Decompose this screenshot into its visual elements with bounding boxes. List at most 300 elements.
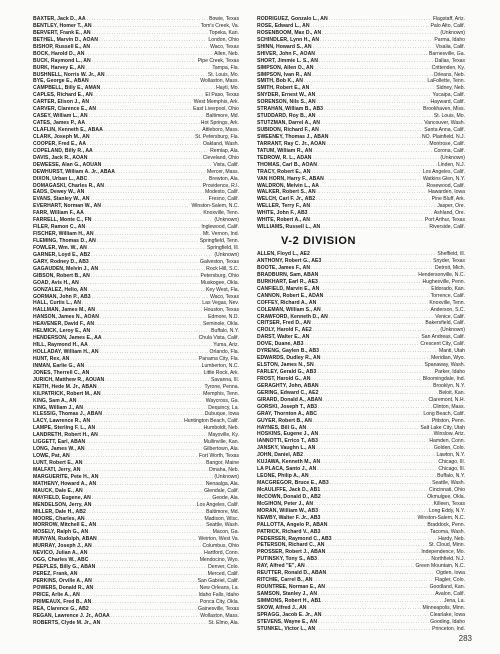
crew-name: EADS, Dewey W., AN <box>33 189 85 196</box>
hometown: Green Mountain, N.C. <box>415 563 465 570</box>
hometown: Bowie, Texas <box>209 16 239 22</box>
crew-name: PEEPLES, Billy G., ABAN <box>33 564 96 571</box>
crew-name: LEONE, Philip A., AN <box>257 473 309 480</box>
crew-name: STRAHAN, William B., AB3 <box>257 106 324 113</box>
crew-name: SUBIDON, Richard F., AN <box>257 127 319 133</box>
roster-entry <box>33 349 239 356</box>
hometown: Beloit, Kan. <box>438 389 465 396</box>
leader-dots <box>87 509 205 516</box>
crew-name: PROSSER, Robert J., ABAN <box>257 549 326 556</box>
leader-dots <box>310 85 435 92</box>
roster-entry <box>33 92 239 99</box>
leader-dots <box>333 536 438 543</box>
roster-entry <box>257 515 465 522</box>
leader-dots <box>86 516 204 523</box>
hometown: Cleveland, Ohio <box>202 154 239 161</box>
roster-entry <box>257 425 465 432</box>
crew-name: PRIMEAUX, Fred B., AN <box>33 598 92 605</box>
hometown: Mendocino, Wyo. <box>199 557 239 564</box>
leader-dots <box>100 474 214 481</box>
crew-name: KING, William J., AN <box>33 404 84 411</box>
roster-entry <box>33 453 239 460</box>
leader-dots <box>94 585 198 592</box>
roster-entry <box>257 362 465 369</box>
crew-name: JANSKY, Vaughn L., AN <box>257 445 316 452</box>
crew-name: WILLIAMS, Russell L., AN <box>257 224 321 231</box>
roster-entry <box>33 99 239 106</box>
crew-name: MORROW, Mitchell E., AN <box>33 522 97 529</box>
crew-name: COLEMAN, William S., AN <box>257 306 321 313</box>
hometown: Oakland, Wash. <box>202 140 239 147</box>
crew-name: PRICE, Arlie A., AN <box>33 591 80 598</box>
hometown: Sidney, Neb. <box>436 85 465 92</box>
leader-dots <box>321 459 437 466</box>
roster-entry <box>33 120 239 127</box>
hometown: Chula Vista, Calif. <box>198 335 239 342</box>
crew-name: SCHINDLER, Lynn H., AN <box>257 36 320 43</box>
hometown: Flagstaff, Ariz. <box>432 16 465 22</box>
hometown: Okmulgee, Okla. <box>427 493 465 500</box>
leader-dots <box>87 16 209 23</box>
roster-entry <box>257 106 465 113</box>
leader-dots <box>88 176 208 183</box>
roster-entry <box>33 571 239 578</box>
leader-dots <box>317 466 437 473</box>
hometown: Tom's Creek, Va. <box>200 22 239 29</box>
crew-name: GERAGHTY, John, ABAN <box>257 382 319 389</box>
roster-entry <box>257 327 465 334</box>
hometown: Cincinnati, Ohio <box>429 486 465 493</box>
roster-entry <box>257 445 465 452</box>
roster-entry <box>33 599 239 606</box>
roster-entry <box>257 203 465 210</box>
roster-entry <box>33 536 239 543</box>
roster-entry <box>33 335 239 342</box>
roster-entry <box>33 134 239 141</box>
leader-dots <box>319 438 428 445</box>
hometown: Fresno, Calif. <box>208 196 239 203</box>
crew-name: DEWHURST, William A. Jr., ABAA <box>33 168 116 175</box>
hometown: Pipe Creek, Texas <box>197 57 239 64</box>
leader-dots <box>94 148 209 155</box>
crew-name: SKOW, Alfred J., AN <box>257 604 307 611</box>
leader-dots <box>304 78 426 85</box>
leader-dots <box>320 348 438 355</box>
leader-dots <box>96 425 202 432</box>
leader-dots <box>88 245 206 252</box>
leader-dots <box>84 405 207 412</box>
hometown: San Andreas, Calif. <box>421 334 465 341</box>
crew-name: WELLER, Terry F., AN <box>257 203 311 210</box>
leader-dots <box>84 488 203 495</box>
crew-name: SMITH, Bob K., AN <box>257 78 303 85</box>
leader-dots <box>86 224 200 231</box>
hometown: Pittston, Penn. <box>431 417 465 424</box>
leader-dots <box>320 37 433 44</box>
roster-entry <box>33 307 239 314</box>
leader-dots <box>99 37 207 44</box>
hometown: Anderson, S.C. <box>430 306 465 313</box>
crew-name: RODRIGUEZ, Gonzalo L., AN <box>257 16 328 22</box>
leader-dots <box>95 321 202 328</box>
crew-name: GAGAUDEN, Melvin J., AN <box>33 265 99 272</box>
crew-name: CARVER, Clarence E., AN <box>33 106 97 113</box>
roster-entry <box>33 391 239 398</box>
roster-entry <box>33 176 239 183</box>
crew-name: RAY, Alfred "E", AN <box>257 563 305 570</box>
crew-name: MAYFIELD, Eugene, AN <box>33 494 91 501</box>
crew-name: DAVIS, Jack R., AOAN <box>33 154 88 161</box>
crew-name: LA PLACA, Santo J., AN <box>257 466 317 473</box>
roster-entry <box>33 585 239 592</box>
leader-dots <box>105 183 202 190</box>
leader-dots <box>322 307 430 314</box>
hometown: St. Elmo, Ala. <box>208 619 239 626</box>
hometown: Bakersfield, Calif. <box>425 320 465 327</box>
leader-dots <box>319 508 428 515</box>
leader-dots <box>92 30 209 37</box>
roster-entry <box>33 418 239 425</box>
crew-name: BURK, Harvey E., AN <box>33 64 85 71</box>
leader-dots <box>86 120 200 127</box>
leader-dots <box>313 44 435 51</box>
crew-name: LAMPE, Sterling F. L., AN <box>33 425 96 432</box>
leader-dots <box>313 148 433 155</box>
roster-entry <box>257 404 465 411</box>
crew-name: FOWLER, Wm. W., AN <box>33 244 87 251</box>
crew-name: McAULIFFE, Jack D., AB1 <box>257 486 321 493</box>
crew-name: CLARK, Joseph M., AN <box>33 133 90 140</box>
hometown: Chicago, Ill. <box>438 459 465 466</box>
crew-name: GIRARD, Donald A., ABAN <box>257 396 323 403</box>
leader-dots <box>306 563 415 570</box>
leader-dots <box>95 231 202 238</box>
crew-name: VAN HORN, Harry F., ABAN <box>257 175 324 182</box>
leader-dots <box>307 425 419 432</box>
hometown: Dallas, Texas <box>434 57 465 64</box>
crew-name: STEVENS, Wayne E., AN <box>257 618 318 625</box>
leader-dots <box>99 432 207 439</box>
crew-name: OGG, Charles W., ABC <box>33 557 89 564</box>
roster-entry <box>257 210 465 217</box>
roster-entry <box>257 487 465 494</box>
roster-entry <box>33 377 239 384</box>
crew-name: PUTINSKY, Tony S., AB3 <box>257 556 317 563</box>
leader-dots <box>311 203 436 210</box>
roster-entry <box>33 155 239 162</box>
hometown: Hardy, Neb. <box>438 535 465 542</box>
roster-entry <box>257 480 465 487</box>
crew-name: GARNER, Loyd E., AB2 <box>33 251 91 258</box>
leader-dots <box>327 141 429 148</box>
leader-dots <box>80 280 200 287</box>
hometown: Ponca City, Okla. <box>200 598 239 605</box>
crew-name: COPELAND, Billy R., AA <box>33 147 93 154</box>
right-column-roster <box>257 16 465 231</box>
hometown: Rock Hill, S.C. <box>206 265 239 272</box>
roster-entry <box>33 141 239 148</box>
leader-dots <box>96 564 207 571</box>
leader-dots <box>319 272 417 279</box>
hometown: Parma, Idaho <box>434 36 465 43</box>
roster-entry <box>257 279 465 286</box>
leader-dots <box>314 501 433 508</box>
leader-dots <box>78 571 206 578</box>
hometown: Omaha, Neb. <box>208 466 239 473</box>
leader-dots <box>322 30 439 37</box>
leader-dots <box>93 217 214 224</box>
hometown: Yuma, Ariz. <box>213 342 239 349</box>
hometown: St. Louis, Mo. <box>207 71 239 78</box>
hometown: Baltimore, Md. <box>206 113 239 120</box>
crew-name: MUNYAN, Rudolph, ABAN <box>33 536 97 543</box>
hometown: Huntington Beach, Calif. <box>184 418 239 425</box>
leader-dots <box>82 300 201 307</box>
hometown: Visalia, Calif. <box>435 43 465 50</box>
leader-dots <box>85 210 203 217</box>
roster-entry <box>257 78 465 85</box>
crew-name: SIMPSON, Allen O., AN <box>257 64 314 71</box>
hometown: Mt. Vernon, Ind. <box>203 231 239 238</box>
hometown: Chicago, Ill. <box>438 466 465 473</box>
crew-name: SHORT, Jimmie L. S., AN <box>257 57 318 64</box>
hometown: Brooklyn, N.Y. <box>433 382 465 389</box>
leader-dots <box>317 99 430 106</box>
leader-dots <box>304 341 419 348</box>
crew-name: DARST, Walter E., AN <box>257 334 310 341</box>
leader-dots <box>318 404 432 411</box>
crew-name: LONG, James W., AN <box>33 446 85 453</box>
crew-name: FISCHER, William H., AN <box>33 231 94 238</box>
crew-name: GERING, Edward C., AE2 <box>257 389 319 396</box>
crew-name: SAMSON, Stanley J., AN <box>257 591 318 597</box>
roster-entry <box>33 113 239 120</box>
roster-entry <box>257 196 465 203</box>
hometown: San Gabriel, Calif. <box>197 577 239 584</box>
crew-name: GONZALEZ, Helio, AN <box>33 286 88 293</box>
leader-dots <box>320 286 430 293</box>
crew-name: STUDDARD, Roy B., AN <box>257 113 316 120</box>
crew-name: KING, Sam A., AN <box>33 397 77 404</box>
crew-name: MARGUERITE, Pete H., AN <box>33 473 99 480</box>
leader-dots <box>322 258 432 265</box>
leader-dots <box>92 502 195 509</box>
crew-name: MURRAY, Joseph J., AN <box>33 543 92 550</box>
leader-dots <box>319 58 434 65</box>
hometown: Linden, N.J. <box>437 161 465 168</box>
roster-entry <box>33 488 239 495</box>
roster-entry <box>257 355 465 362</box>
roster-entry <box>33 183 239 190</box>
crew-name: GRAY, Thornton A., ABC <box>257 410 317 417</box>
roster-entry <box>257 501 465 508</box>
leader-dots <box>103 411 204 418</box>
leader-dots <box>86 439 202 446</box>
hometown: Avalon, Calif. <box>435 591 465 597</box>
crew-name: LUNT, Robert E., AN <box>33 460 83 466</box>
roster-entry <box>33 543 239 550</box>
hometown: Lumberton, N.C. <box>201 362 239 369</box>
crew-name: GORMAN, John P., AB3 <box>33 293 91 300</box>
roster-entry <box>33 231 239 238</box>
leader-dots <box>100 314 207 321</box>
roster-entry <box>33 16 239 23</box>
leader-dots <box>326 549 420 556</box>
crew-name: CARTER, Elison J., AN <box>33 99 90 106</box>
crew-name: INMAN, Earlie G., AN <box>33 362 85 369</box>
leader-dots <box>321 515 416 522</box>
leader-dots <box>311 169 421 176</box>
hometown: Parker, Idaho <box>434 369 465 375</box>
crew-name: DIXON, Urban L., ABC <box>33 175 88 182</box>
hometown: Sheffield, Ill. <box>437 251 465 258</box>
roster-entry <box>257 466 465 473</box>
hometown: Hartford, Conn. <box>204 550 239 557</box>
crew-name: BOOTE, James F., AN <box>257 264 311 271</box>
leader-dots <box>321 487 428 494</box>
roster-entry <box>257 438 465 445</box>
roster-entry <box>257 99 465 106</box>
hometown: Crittenden, Ky. <box>431 64 465 71</box>
leader-dots <box>326 584 429 591</box>
roster-entry <box>257 189 465 196</box>
roster-entry <box>257 134 465 141</box>
crew-name: FROST, Harold G., AN <box>257 375 311 382</box>
roster-entry <box>257 58 465 65</box>
hometown: Independence, Mo. <box>421 549 465 556</box>
roster-entry <box>257 612 465 619</box>
leader-dots <box>90 78 200 85</box>
hometown: Seattle, Wash. <box>432 480 465 486</box>
hometown: Tampa, Fla. <box>212 64 239 71</box>
leader-dots <box>92 294 210 301</box>
roster-entry <box>33 592 239 599</box>
crew-name: FILER, Ramon C., AN <box>33 224 86 231</box>
crew-name: WHITE, John F., AB3 <box>257 210 308 217</box>
roster-entry <box>33 44 239 51</box>
roster-entry <box>33 65 239 72</box>
leader-dots <box>314 65 430 72</box>
hometown: Columbus, Ohio <box>202 543 239 550</box>
hometown: Inglewood, Calif. <box>201 224 239 231</box>
leader-dots <box>81 592 198 599</box>
hometown: St. Louis, Mo. <box>433 113 465 120</box>
roster-entry <box>33 439 239 446</box>
roster-entry <box>257 549 465 556</box>
crew-name: JOHN, Daniel, AB2 <box>257 452 303 459</box>
roster-entry <box>33 169 239 176</box>
leader-dots <box>311 265 434 272</box>
crew-name: HENDERSON, James E., AA <box>33 335 102 342</box>
hometown: Hayti, Mo. <box>216 85 239 92</box>
roster-entry <box>257 65 465 72</box>
leader-dots <box>102 203 190 210</box>
leader-dots <box>323 397 427 404</box>
leader-dots <box>318 556 430 563</box>
leader-dots <box>324 106 422 113</box>
leader-dots <box>322 494 426 501</box>
hometown: Macon, Ga. <box>212 529 239 536</box>
hometown: Ogden, Iowa <box>436 570 465 577</box>
hometown: Los Angeles, Calif. <box>196 501 239 508</box>
hometown: Seattle, Wash. <box>206 522 239 529</box>
hometown: London, Ohio <box>208 36 239 43</box>
hometown: Braddock, Penn. <box>427 521 465 528</box>
leader-dots <box>316 92 431 99</box>
crew-name: CASEY, William L., AN <box>33 113 88 120</box>
roster-entry <box>33 606 239 613</box>
leader-dots <box>313 155 440 162</box>
crew-name: HEAVENER, David F., AN <box>33 321 95 328</box>
roster-entry <box>33 328 239 335</box>
crew-name: MATHENY, Howard A., AN <box>33 480 97 487</box>
hometown: Killeen, Texas <box>433 500 465 507</box>
roster-entry <box>33 467 239 474</box>
hometown: Watkins Glen, N.Y. <box>422 175 465 182</box>
crew-name: LANDRETH, Robert H., AN <box>33 432 98 439</box>
roster-entry <box>33 321 239 328</box>
leader-dots <box>320 383 432 390</box>
leader-dots <box>317 113 433 120</box>
hometown: Detroit, Mich. <box>434 264 465 271</box>
leader-dots <box>85 189 204 196</box>
leader-dots <box>90 370 202 377</box>
crew-name: TRACY, Robert E., AN <box>257 168 311 175</box>
crew-name: BETHEL, Marvin D., AOAN <box>33 36 98 43</box>
crew-name: JURICH, Matthew R., AOUAN <box>33 376 105 383</box>
hometown: Lawton, N.Y. <box>436 452 465 459</box>
leader-dots <box>89 155 202 162</box>
hometown: El Paso, Texas <box>205 92 239 99</box>
leader-dots <box>82 467 208 474</box>
hometown: St. Petersburg, Fla. <box>195 133 239 140</box>
roster-entry <box>33 259 239 266</box>
crew-name: THOMAS, Carl B., AOAN <box>257 161 318 168</box>
roster-entry <box>257 272 465 279</box>
crew-name: GORSKI, Joseph T., AB3 <box>257 403 318 410</box>
crew-name: PATRICK, Richard V., AB3 <box>257 528 321 535</box>
crew-name: BISHOP, Russell E., AN <box>33 43 91 50</box>
crew-name: DEWEESE, Alan G., AOUAN <box>33 161 102 168</box>
roster-entry <box>257 383 465 390</box>
crew-name: DOVE, Duane, AB3 <box>257 341 304 348</box>
roster-entry <box>33 342 239 349</box>
hometown: Gilbertown, Ala. <box>203 446 239 453</box>
roster-entry <box>33 294 239 301</box>
crew-name: GARY, Rodney D., AB3 <box>33 258 89 265</box>
hometown: Mullinville, Kan. <box>203 439 239 446</box>
roster-entry <box>257 16 465 23</box>
hometown: Clinton, Mass. <box>432 403 465 410</box>
hometown: Weirton, West Va. <box>198 536 239 543</box>
leader-dots <box>312 72 433 79</box>
crew-name: DOMAGASKI, Charles R., AN <box>33 182 104 189</box>
hometown: Rosewood, Calif. <box>426 182 465 189</box>
crew-name: GUYER, Robert B., AN <box>257 417 312 424</box>
hometown: Hot Springs, Ark. <box>200 120 239 127</box>
hometown: Long Beach, Calif. <box>423 410 465 417</box>
roster-entry <box>33 245 239 252</box>
roster-entry <box>257 584 465 591</box>
hometown: Springfield, Tenn. <box>199 238 239 244</box>
leader-dots <box>93 578 197 585</box>
leader-dots <box>320 183 425 190</box>
leader-dots <box>314 577 434 584</box>
crew-name: MILLER, Dale H., AB2 <box>33 508 86 515</box>
leader-dots <box>100 349 209 356</box>
crew-name: CLAFLIN, Kenneth E., ABAA <box>33 127 103 133</box>
roster-entry <box>33 432 239 439</box>
